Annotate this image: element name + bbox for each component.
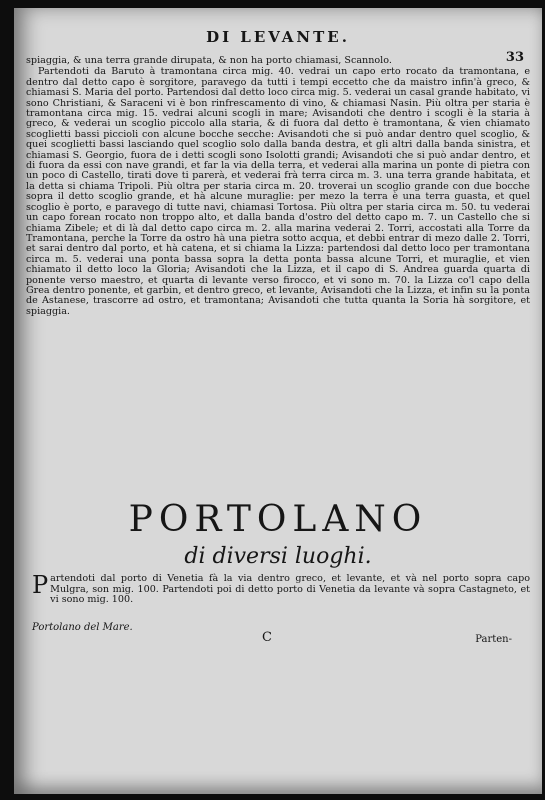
running-head: DI LEVANTE. bbox=[206, 28, 350, 46]
page-number: 33 bbox=[505, 50, 524, 65]
paragraph-2: Partendoti da Baruto à tramontana circa mig. 40. vedrai un capo erto rocato da tramontana, e dentro dal detto capo è sorgitore, paravego da tutti i tempi eccetto che da maistro infin'à greco, & chiamasi S. Maria del porto. Partendosi dal detto loco circa mig. 5. vederai un casal grande habitato, vi sono Christiani, & Saraceni vi è bon rinfrescamento di vino, & chiamasi Nasin. Più oltra per staria è tramontana circa mig. 15. vedrai alcuni scogli in mare; Avisandoti che dentro i scogli è la staria à greco, & vederai un scoglio piccolo alla staria, & di fuora dal detto è tramontana, & vien chiamato scoglietti bassi piccioli con alcune bocche secche: Avisandoti che si può andar dentro quel scoglio, & quei scoglietti bassi lasciando quel scoglio solo dalla banda destra, et gli altri dalla banda sinistra, et chiamasi S. Georgio, fuora de i detti scogli sono Isolotti grandi; Avisandoti che si può andar dentro, et di fuora da essi con nave grandi, et far la via della terra, et vederai alla marina un ponte di pietra con un poco di Castello, tirati dove ti parerà, et vederai frà terra circa m. 3. una terra grande habitata, et la detta si chiama Tripoli. Più oltra per staria circa m. 20. troverai un scoglio grande con due bocche sopra il detto scoglio grande, et hà alcune muraglie: per mezo la terra è una terra guasta, et quel scoglio è porto, e paravego di tutte navi, chiamasi Tortosa. Più oltra per staria circa m. 50. tu vederai un capo forean rocato non troppo alto, et dalla banda d'ostro del detto capo m. 7. un Castello che si chiama Zibele; et di là dal detto capo circa m. 2. alla marina vederai 2. Torri, accostati alla Torre da Tramontana, perche la Torre da ostro hà una pietra sotto acqua, et debbi entrar di mezo dalle 2. Torri, et sarai dentro dal porto, et hà catena, et si chiama la Lizza: partendosi dal detto loco per tramontana circa m. 5. vederai una ponta bassa sopra la detta ponta bassa alcune Torri, et muraglie, et vien chiamato il detto loco la Gloria; Avisandoti che la Lizza, et il capo di S. Andrea guarda quarta di ponente verso maestro, et quarta di levante verso firocco, et vi sono m. 70. la Lizza co'l capo della Grea dentro ponente, et garbin, et dentro greco, et levante, Avisandoti che la Lizza, et infin su la ponta de Astanese, trascorre ad ostro, et tramontana; Avisandoti che tutta quanta la Soria hà sorgitore, et spiaggia. bbox=[26, 66, 530, 317]
main-text bbox=[26, 56, 530, 318]
catchword: Parten- bbox=[475, 634, 512, 645]
page-footer bbox=[32, 622, 512, 646]
book-page bbox=[14, 8, 542, 794]
section-paragraph: artendoti dal porto di Venetia fà la via dentro greco, et levante, et và nel porto sopra capo Mulgra, son mig. 100. Partendoti poi di detto porto di Venetia da levante và sopra Castagneto, et vi sono mig. 100. bbox=[50, 573, 530, 606]
section-text bbox=[32, 571, 530, 606]
drop-cap: P bbox=[32, 571, 49, 599]
section-subtitle: di diversi luoghi. bbox=[184, 544, 372, 569]
section-title: PORTOLANO bbox=[128, 499, 428, 540]
paragraph-1: spiaggia, & una terra grande dirupata, & non ha porto chiamasi, Scannolo. bbox=[26, 55, 392, 66]
signature-mark: C bbox=[262, 630, 272, 645]
footer-title: Portolano del Mare. bbox=[32, 622, 133, 633]
